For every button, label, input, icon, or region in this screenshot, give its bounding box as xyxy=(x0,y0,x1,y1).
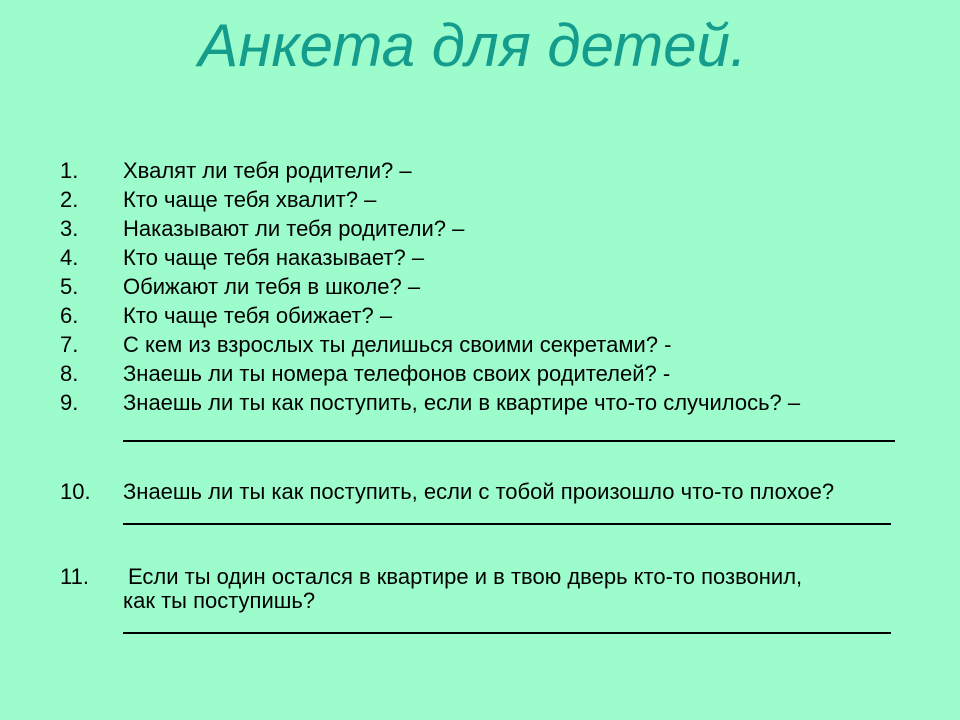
question-number: 10. xyxy=(60,479,91,504)
question-text: Знаешь ли ты как поступить, если с тобой произошло что-то плохое? xyxy=(123,479,835,504)
question-number: 7. xyxy=(60,332,79,357)
answer-line xyxy=(123,523,891,525)
question-text: Знаешь ли ты как поступить, если в квартире что-то случилось? – xyxy=(123,390,801,415)
question-text: Если ты один остался в квартире и в твою дверь кто-то позвонил, xyxy=(128,564,803,589)
question-number: 5. xyxy=(60,274,79,299)
answer-line xyxy=(123,632,891,634)
question-text-continued: как ты поступишь? xyxy=(123,588,316,613)
question-text: Наказывают ли тебя родители? – xyxy=(123,216,465,241)
question-text: Кто чаще тебя наказывает? – xyxy=(123,245,425,270)
question-number: 3. xyxy=(60,216,79,241)
question-number: 6. xyxy=(60,303,79,328)
question-number: 1. xyxy=(60,158,79,183)
question-text: Знаешь ли ты номера телефонов своих родителей? - xyxy=(123,361,671,386)
answer-line xyxy=(123,440,895,442)
question-number: 8. xyxy=(60,361,79,386)
question-text: Обижают ли тебя в школе? – xyxy=(123,274,421,299)
question-number: 2. xyxy=(60,187,79,212)
question-text: Кто чаще тебя обижает? – xyxy=(123,303,393,328)
question-text: С кем из взрослых ты делишься своими секретами? - xyxy=(123,332,672,357)
question-number: 9. xyxy=(60,390,79,415)
question-number: 11. xyxy=(60,564,89,589)
question-text: Хвалят ли тебя родители? – xyxy=(123,158,412,183)
question-text: Кто чаще тебя хвалит? – xyxy=(123,187,377,212)
question-number: 4. xyxy=(60,245,79,270)
page-title: Анкета для детей. xyxy=(198,12,747,79)
